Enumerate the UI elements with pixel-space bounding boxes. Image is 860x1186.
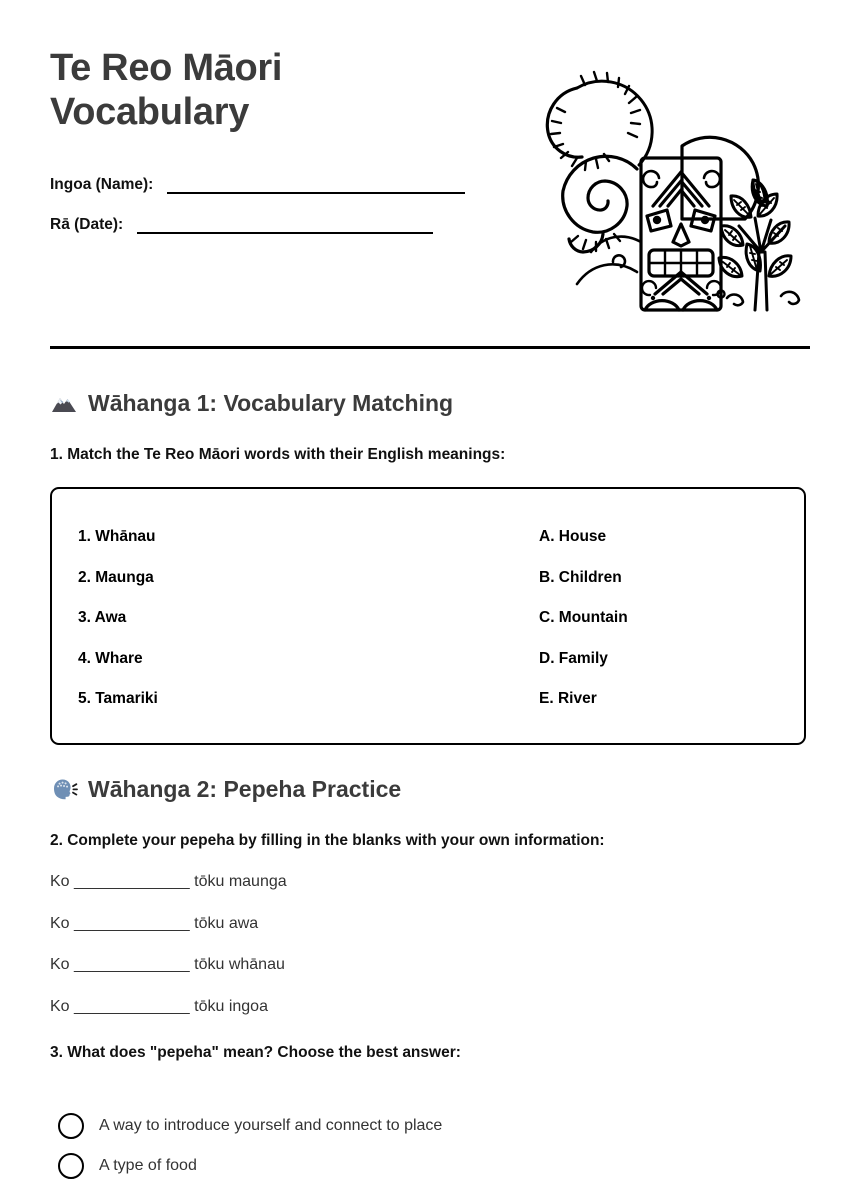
pepeha-line[interactable]: Ko _____________ tōku whānau xyxy=(50,956,285,973)
matching-row xyxy=(78,608,804,649)
worksheet-header xyxy=(50,46,520,234)
section-1-title: Wāhanga 1: Vocabulary Matching xyxy=(88,390,454,416)
matching-row xyxy=(78,689,804,730)
matching-row xyxy=(78,649,804,690)
vocabulary-matching-box xyxy=(50,487,806,745)
mountain-icon xyxy=(50,389,78,417)
english-meaning[interactable]: C. Mountain xyxy=(539,609,628,626)
radio-circle-icon[interactable] xyxy=(58,1113,84,1139)
question-1-prompt: 1. Match the Te Reo Māori words with their English meanings: xyxy=(50,446,506,463)
english-meaning[interactable]: D. Family xyxy=(539,649,608,667)
matching-row xyxy=(78,527,804,568)
maori-word[interactable]: 5. Tamariki xyxy=(78,690,158,707)
section-1-heading xyxy=(50,389,453,417)
section-2-title: Wāhanga 2: Pepeha Practice xyxy=(88,776,402,802)
maori-koru-pou-tree-illustration xyxy=(541,66,807,314)
maori-word[interactable]: 4. Whare xyxy=(78,649,143,667)
name-field-row xyxy=(50,176,520,194)
english-meaning[interactable]: E. River xyxy=(539,690,597,707)
page-title: Te Reo Māori Vocabulary xyxy=(50,47,283,133)
radio-circle-icon[interactable] xyxy=(58,1153,84,1179)
section-2-heading xyxy=(50,775,401,803)
choice-option[interactable] xyxy=(58,1106,442,1146)
maori-word[interactable]: 3. Awa xyxy=(78,609,127,626)
choice-option[interactable] xyxy=(58,1146,442,1186)
english-meaning[interactable]: B. Children xyxy=(539,568,622,586)
date-field-row xyxy=(50,216,520,234)
header-divider xyxy=(50,346,810,349)
matching-row xyxy=(78,568,804,609)
speaking-head-icon xyxy=(50,775,78,803)
maori-word[interactable]: 1. Whānau xyxy=(78,528,156,545)
matching-grid xyxy=(78,527,804,730)
question-3-options xyxy=(58,1106,442,1186)
date-field-label: Rā (Date): xyxy=(50,216,124,233)
english-meaning[interactable]: A. House xyxy=(539,528,607,545)
pepeha-line[interactable]: Ko _____________ tōku ingoa xyxy=(50,997,268,1015)
choice-label: A way to introduce yourself and connect to place xyxy=(99,1117,443,1134)
pepeha-fill-in-list xyxy=(50,872,287,1038)
name-field-label: Ingoa (Name): xyxy=(50,176,154,193)
choice-label: A type of food xyxy=(99,1157,197,1174)
pepeha-line[interactable]: Ko _____________ tōku awa xyxy=(50,914,259,932)
name-field-input[interactable] xyxy=(167,178,465,194)
question-3-prompt: 3. What does "pepeha" mean? Choose the best answer: xyxy=(50,1044,461,1061)
maori-word[interactable]: 2. Maunga xyxy=(78,568,154,586)
pepeha-line[interactable]: Ko _____________ tōku maunga xyxy=(50,873,287,890)
date-field-input[interactable] xyxy=(137,218,433,234)
question-2-prompt: 2. Complete your pepeha by filling in the blanks with your own information: xyxy=(50,832,605,849)
